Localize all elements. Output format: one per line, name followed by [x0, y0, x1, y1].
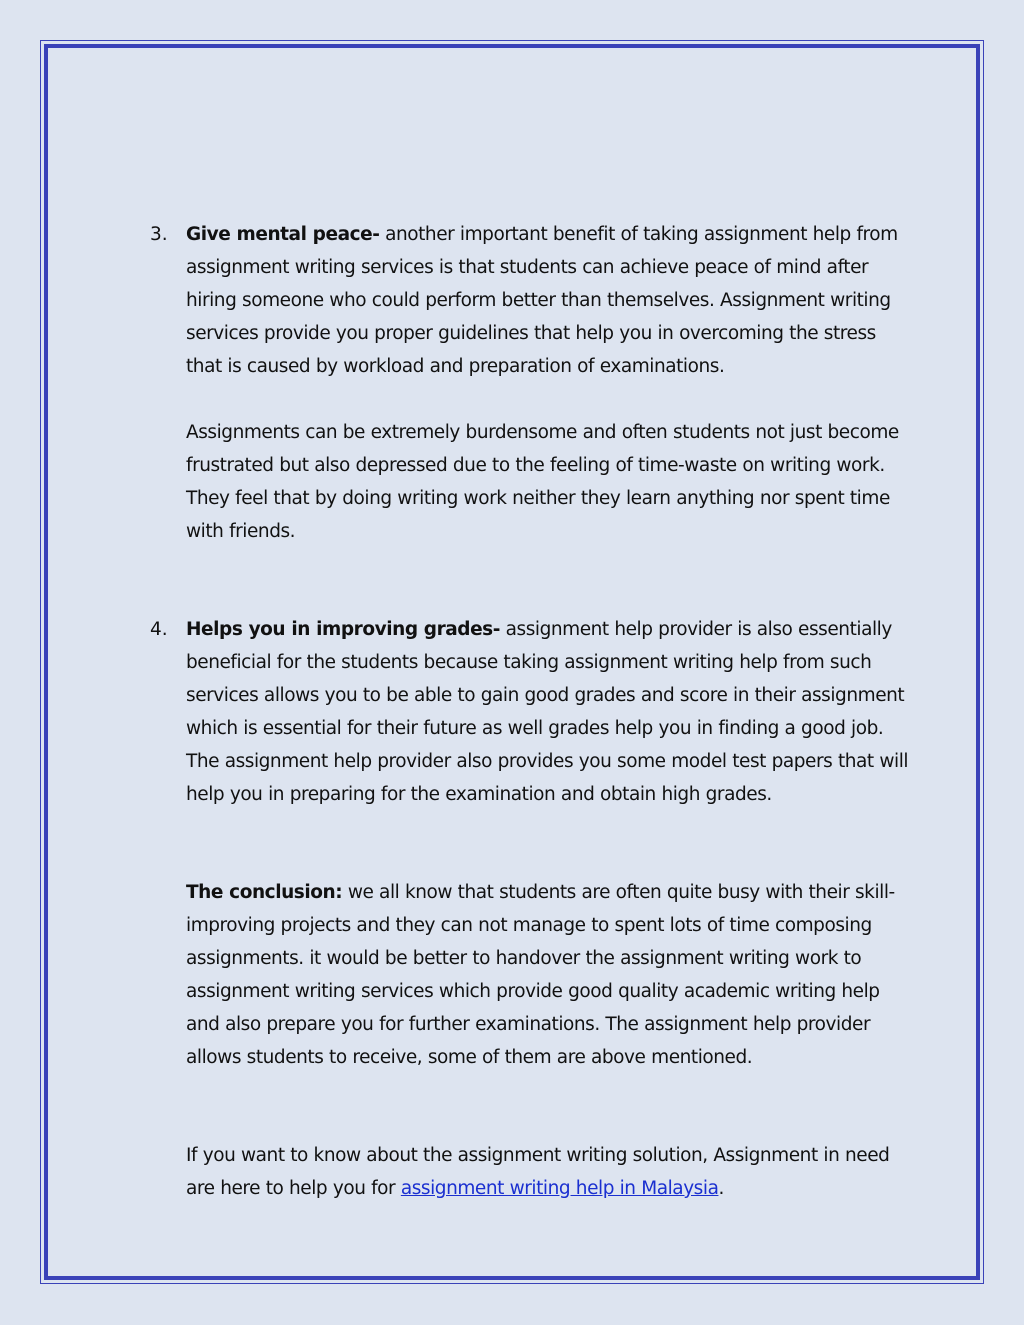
conclusion-text: we all know that students are often quite busy with their skill-improving projects and they can not manage to spent lots of time composing assignments. it would be better to handover the assignment writing work to assignment writing services which provide good quality academic writing help and also prepare you for further examinations. The assignment help provider allows students to receive, some of them are above mentioned. — [186, 882, 895, 1068]
item-4-text: assignment help provider is also essentially beneficial for the students because taking assignment writing help from such services allows you to be able to gain good grades and score in their assignment which is essential for their future as well grades help you in finding a good job. The assignment help provider also provides you some model test papers that will help you in preparing for the examination and obtain high grades. — [186, 619, 909, 805]
malaysia-help-link[interactable]: assignment writing help in Malaysia — [400, 1178, 719, 1199]
item-3-paragraph-2: Assignments can be extremely burdensome and often students not just become frustrated but also depressed due to the feeling of time-waste on writing work. They feel that by doing writing work neither they learn anything nor spent time with friends. — [186, 422, 899, 542]
closing-period: . — [718, 1178, 724, 1199]
item-4-heading: Helps you in improving grades- — [186, 619, 500, 640]
conclusion-heading: The conclusion: — [186, 882, 343, 903]
list-item-number: 3. — [150, 224, 168, 245]
closing-paragraph — [186, 1139, 911, 1205]
item-3-text: another important benefit of taking assignment help from assignment writing services is that students can achieve peace of mind after hiring someone who could perform better than themselves. Assignment writing services provide you proper guidelines that help you in overcoming the stress that is caused by workload and preparation of examinations. — [186, 224, 898, 377]
list-item-number: 4. — [150, 619, 168, 640]
item-3-heading: Give mental peace- — [186, 224, 380, 245]
item-3-paragraph — [186, 218, 911, 383]
item-4-paragraph — [186, 613, 911, 811]
conclusion-paragraph — [186, 876, 911, 1074]
closing-text: If you want to know about the assignment writing solution, Assignment in need are here to help you for — [186, 1145, 890, 1199]
